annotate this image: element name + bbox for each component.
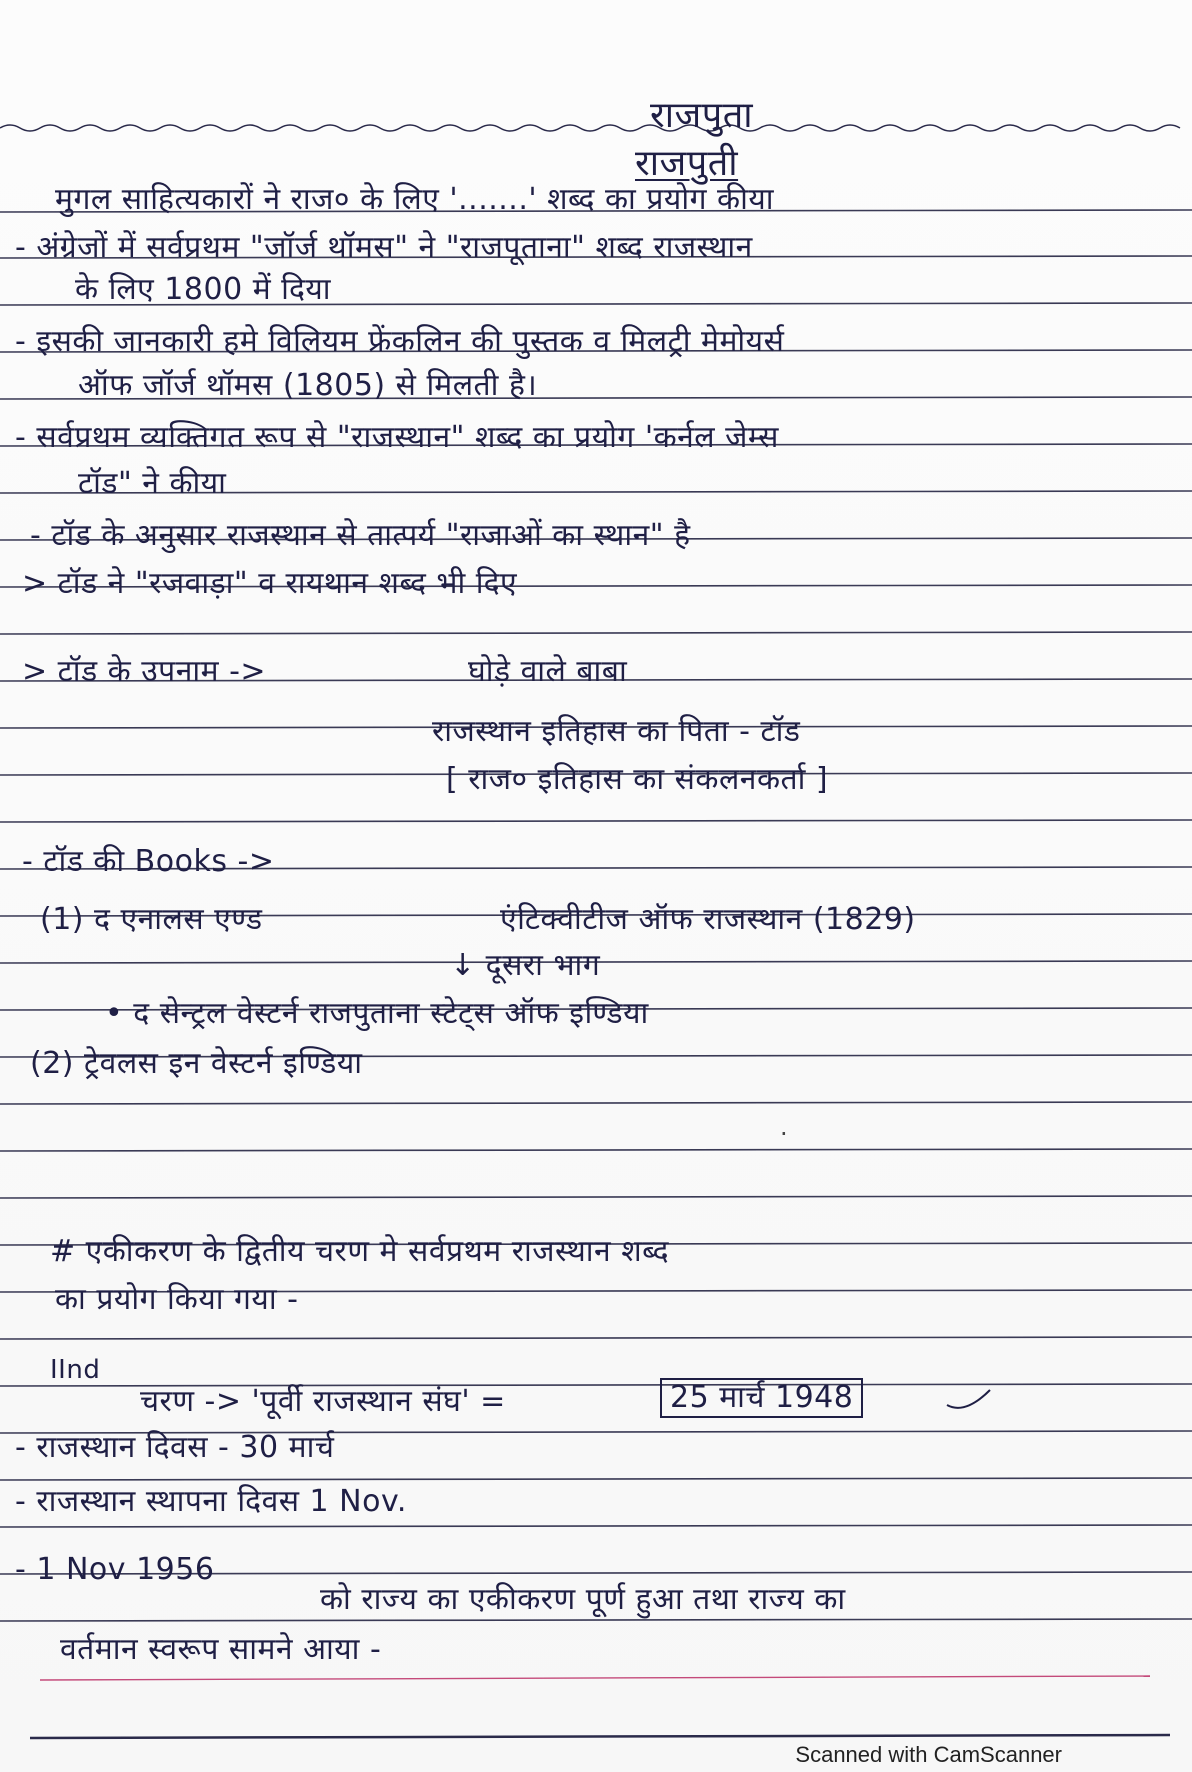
text-line: • द सेन्ट्रल वेस्टर्न राजपुताना स्टेट्स ऑफ इण्डिया: [105, 996, 649, 1031]
text-line: (2) ट्रेवलस इन वेस्टर्न इण्डिया: [30, 1046, 363, 1081]
text-line: - 1 Nov 1956: [15, 1552, 215, 1587]
title-line-2: राजपुती: [635, 143, 739, 184]
checkmark-icon: [945, 1385, 995, 1415]
camscanner-footer: Scanned with CamScanner: [795, 1742, 1062, 1767]
text-line: घोड़े वाले बाबा: [468, 654, 628, 689]
text-line: > टॉड ने "रजवाड़ा" व रायथान शब्द भी दिए: [22, 566, 518, 601]
text-line: को राज्य का एकीकरण पूर्ण हुआ तथा राज्य का: [320, 1582, 846, 1617]
title-line-1: राजपुता: [650, 95, 754, 136]
text-line: - अंग्रेजों में सर्वप्रथम "जॉर्ज थॉमस" ने "राजपूताना" शब्द राजस्थान: [15, 230, 753, 265]
text-line: - इसकी जानकारी हमे विलियम फ्रेंकलिन की पुस्तक व मिलट्री मेमोयर्स: [15, 324, 785, 359]
text-line: वर्तमान स्वरूप सामने आया -: [60, 1632, 382, 1667]
text-line: - टॉड की Books ->: [22, 844, 275, 879]
text-line: एंटिक्वीटीज ऑफ राजस्थान (1829): [500, 902, 916, 937]
text-line: - राजस्थान दिवस - 30 मार्च: [15, 1430, 335, 1465]
text-line: # एकीकरण के द्वितीय चरण मे सर्वप्रथम राजस्थान शब्द: [50, 1234, 670, 1269]
text-line: का प्रयोग किया गया -: [55, 1282, 299, 1317]
text-line: ↓ दूसरा भाग: [450, 948, 601, 983]
text-line: के लिए 1800 में दिया: [75, 272, 332, 307]
text-line: - टॉड के अनुसार राजस्थान से तात्पर्य "राजाओं का स्थान" है: [30, 518, 691, 553]
text-line: राजस्थान इतिहास का पिता - टॉड: [432, 714, 801, 749]
text-line: ऑफ जॉर्ज थॉमस (1805) से मिलती है।: [78, 368, 538, 403]
text-line: > टॉड के उपनाम ->: [22, 654, 267, 689]
stray-marks: ·: [780, 1120, 788, 1148]
text-line: मुगल साहित्यकारों ने राज० के लिए '.......' शब्द का प्रयोग कीया: [55, 182, 775, 217]
text-line: चरण -> 'पूर्वी राजस्थान संघ' =: [140, 1384, 506, 1419]
text-line: टॉड" ने कीया: [78, 466, 227, 501]
text-line: - राजस्थान स्थापना दिवस 1 Nov.: [15, 1484, 407, 1519]
text-line: IInd: [50, 1355, 101, 1385]
text-line: [ राज० इतिहास का संकलनकर्ता ]: [446, 762, 829, 797]
boxed-date-wrapper: [660, 1378, 863, 1418]
text-line: - सर्वप्रथम व्यक्तिगत रूप से "राजस्थान" शब्द का प्रयोग 'कर्नल जेम्स: [15, 420, 779, 455]
text-line: (1) द एनालस एण्ड: [40, 902, 263, 937]
boxed-date: 25 मार्च 1948: [660, 1378, 863, 1418]
